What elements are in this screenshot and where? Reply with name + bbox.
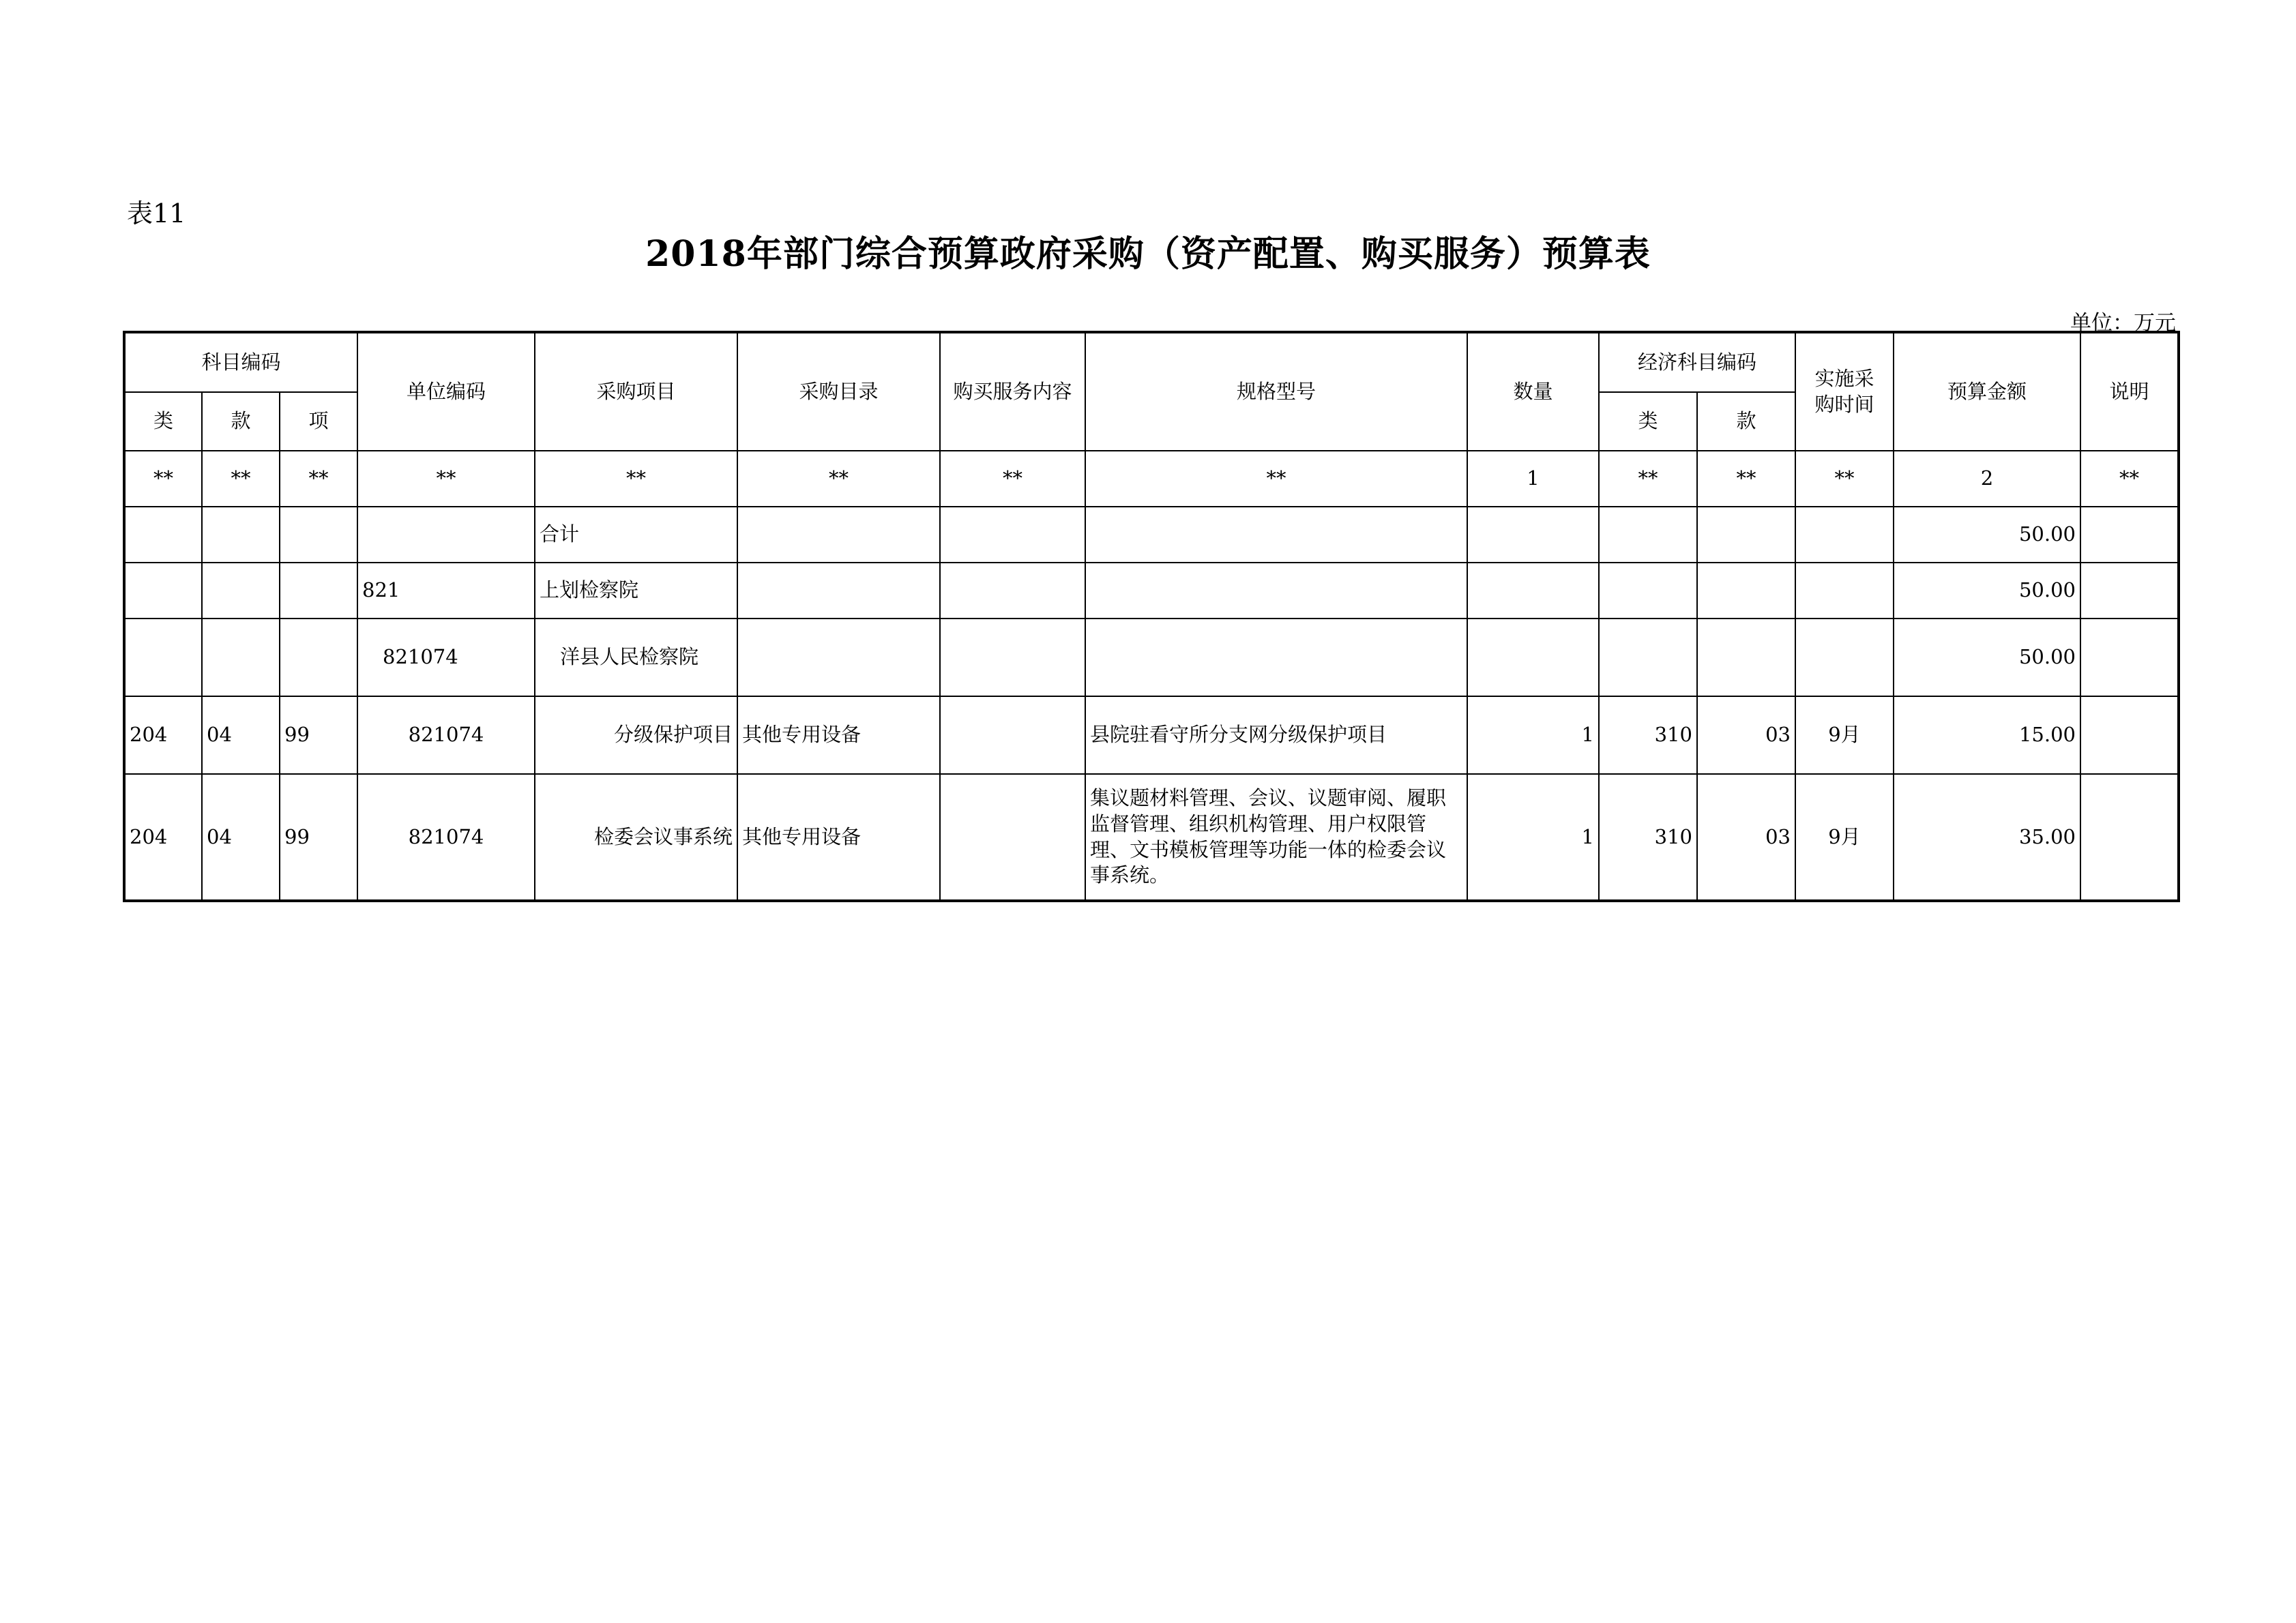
cell-econ-lei: 310 (1599, 696, 1697, 774)
cell-service (940, 774, 1085, 901)
table-row (124, 619, 2179, 696)
cell-catalog (737, 507, 940, 563)
index-cell: ** (1085, 451, 1467, 507)
cell-econ-kuan: 03 (1697, 696, 1795, 774)
cell-qty (1467, 619, 1599, 696)
cell-catalog: 其他专用设备 (737, 774, 940, 901)
table-row (124, 696, 2179, 774)
header-remarks: 说明 (2080, 332, 2179, 451)
budget-table (123, 331, 2180, 902)
header-econ-code: 经济科目编码 (1599, 332, 1795, 392)
header-lei: 类 (124, 392, 202, 451)
cell-remarks (2080, 563, 2179, 619)
page-title: 2018年部门综合预算政府采购（资产配置、购买服务）预算表 (645, 233, 1651, 275)
header-budget-amount: 预算金额 (1894, 332, 2080, 451)
cell-kuan (202, 563, 280, 619)
cell-time (1795, 507, 1894, 563)
index-cell: ** (1697, 451, 1795, 507)
unit-label: 单位：万元 (2070, 311, 2176, 336)
cell-spec (1085, 619, 1467, 696)
cell-service (940, 507, 1085, 563)
index-cell: ** (124, 451, 202, 507)
header-kuan: 款 (202, 392, 280, 451)
header-unit-code: 单位编码 (357, 332, 535, 451)
cell-amount: 50.00 (1894, 619, 2080, 696)
header-purchase-item: 采购项目 (535, 332, 737, 451)
header-subject-code: 科目编码 (124, 332, 357, 392)
cell-amount: 15.00 (1894, 696, 2080, 774)
cell-econ-lei: 310 (1599, 774, 1697, 901)
cell-lei (124, 619, 202, 696)
index-cell: ** (535, 451, 737, 507)
cell-qty (1467, 507, 1599, 563)
cell-econ-lei (1599, 507, 1697, 563)
cell-remarks (2080, 774, 2179, 901)
cell-econ-kuan: 03 (1697, 774, 1795, 901)
cell-time (1795, 619, 1894, 696)
cell-kuan: 04 (202, 696, 280, 774)
cell-amount: 50.00 (1894, 563, 2080, 619)
index-cell: ** (357, 451, 535, 507)
cell-service (940, 619, 1085, 696)
cell-econ-kuan (1697, 619, 1795, 696)
cell-unit-code: 821074 (357, 696, 535, 774)
header-xiang: 项 (280, 392, 357, 451)
index-cell: ** (737, 451, 940, 507)
cell-unit-code: 821074 (357, 619, 535, 696)
index-cell: ** (1795, 451, 1894, 507)
cell-remarks (2080, 696, 2179, 774)
header-econ-lei: 类 (1599, 392, 1697, 451)
cell-econ-lei (1599, 563, 1697, 619)
cell-kuan (202, 507, 280, 563)
cell-qty: 1 (1467, 696, 1599, 774)
cell-econ-kuan (1697, 507, 1795, 563)
header-econ-kuan: 款 (1697, 392, 1795, 451)
cell-xiang: 99 (280, 696, 357, 774)
index-cell: ** (202, 451, 280, 507)
cell-amount: 50.00 (1894, 507, 2080, 563)
header-service-content: 购买服务内容 (940, 332, 1085, 451)
index-cell: ** (280, 451, 357, 507)
cell-kuan (202, 619, 280, 696)
table-label: 表11 (127, 198, 186, 228)
cell-item: 检委会议事系统 (535, 774, 737, 901)
index-cell: ** (1599, 451, 1697, 507)
table-row (124, 507, 2179, 563)
cell-time: 9月 (1795, 774, 1894, 901)
cell-unit-code (357, 507, 535, 563)
cell-spec: 集议题材料管理、会议、议题审阅、履职监督管理、组织机构管理、用户权限管理、文书模板管理等功能一体的检委会议事系统。 (1085, 774, 1467, 901)
cell-xiang (280, 507, 357, 563)
cell-xiang: 99 (280, 774, 357, 901)
cell-lei (124, 507, 202, 563)
header-spec-model: 规格型号 (1085, 332, 1467, 451)
header-impl-time: 实施采购时间 (1795, 332, 1894, 451)
cell-unit-code: 821 (357, 563, 535, 619)
cell-xiang (280, 563, 357, 619)
cell-spec: 县院驻看守所分支网分级保护项目 (1085, 696, 1467, 774)
cell-item: 上划检察院 (535, 563, 737, 619)
cell-service (940, 563, 1085, 619)
cell-time (1795, 563, 1894, 619)
cell-kuan: 04 (202, 774, 280, 901)
header-purchase-catalog: 采购目录 (737, 332, 940, 451)
cell-remarks (2080, 619, 2179, 696)
cell-item: 分级保护项目 (535, 696, 737, 774)
cell-catalog (737, 563, 940, 619)
cell-lei: 204 (124, 774, 202, 901)
index-cell: ** (2080, 451, 2179, 507)
cell-unit-code: 821074 (357, 774, 535, 901)
cell-item: 洋县人民检察院 (535, 619, 737, 696)
cell-remarks (2080, 507, 2179, 563)
cell-spec (1085, 563, 1467, 619)
index-row (124, 451, 2179, 507)
cell-xiang (280, 619, 357, 696)
index-cell: ** (940, 451, 1085, 507)
table-row (124, 774, 2179, 901)
cell-econ-kuan (1697, 563, 1795, 619)
header-quantity: 数量 (1467, 332, 1599, 451)
cell-amount: 35.00 (1894, 774, 2080, 901)
index-cell: 1 (1467, 451, 1599, 507)
cell-catalog: 其他专用设备 (737, 696, 940, 774)
cell-qty (1467, 563, 1599, 619)
cell-lei (124, 563, 202, 619)
cell-service (940, 696, 1085, 774)
cell-lei: 204 (124, 696, 202, 774)
cell-spec (1085, 507, 1467, 563)
index-cell: 2 (1894, 451, 2080, 507)
cell-qty: 1 (1467, 774, 1599, 901)
cell-econ-lei (1599, 619, 1697, 696)
cell-item: 合计 (535, 507, 737, 563)
cell-time: 9月 (1795, 696, 1894, 774)
cell-catalog (737, 619, 940, 696)
table-row (124, 563, 2179, 619)
